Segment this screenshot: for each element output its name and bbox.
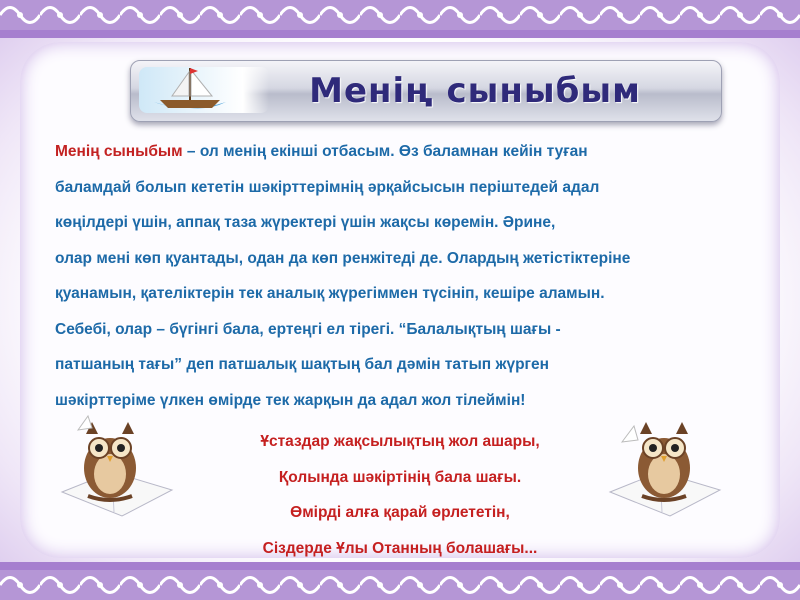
top-ribbon	[0, 30, 800, 38]
intro-paragraph	[55, 134, 755, 418]
paragraph-line: шәкірттеріме үлкен өмірде тек жарқын да адал жол тілеймін!	[55, 391, 526, 409]
paragraph-line: Себебі, олар – бүгінгі бала, ертеңгі ел тірегі. “Балалықтың шағы -	[55, 320, 561, 338]
highlight-text: Менің сыныбым	[55, 143, 183, 160]
poem	[200, 424, 600, 566]
paragraph-line: Менің сыныбым – ол менің екінші отбасым. Өз баламнан кейін туған	[55, 143, 588, 160]
bottom-ornament-band	[0, 570, 800, 600]
paragraph-line: баламдай болып кететін шәкірттерімнің әрқайсысын періштедей адал	[55, 178, 600, 196]
owl-reading-icon	[52, 412, 182, 522]
poem-line: Қолында шәкіртінің бала шағы.	[278, 468, 522, 486]
poem-line: Сіздерде Ұлы Отанның болашағы...	[262, 539, 538, 557]
paragraph-line: қуанамын, қателіктерін тек аналық жүрегіммен түсініп, кешіре аламын.	[55, 285, 605, 302]
poem-line: Ұстаздар жақсылықтың жол ашары,	[260, 433, 540, 450]
top-ornament-band	[0, 0, 800, 30]
paragraph-line: олар мені көп қуантады, одан да көп ренжітеді де. Олардың жетістіктеріне	[55, 249, 631, 267]
page-title: Менің сыныбым	[309, 71, 641, 111]
paragraph-line: патшаның тағы” деп патшалық шақтың бал дәмін татып жүрген	[55, 356, 549, 373]
owl-reading-icon	[600, 412, 730, 522]
paragraph-line: көңілдері үшін, аппақ таза жүректері үшін жақсы көремін. Әрине,	[55, 214, 556, 231]
poem-line: Өмірді алға қарай өрлететін,	[290, 504, 510, 521]
ship-icon	[150, 62, 230, 118]
